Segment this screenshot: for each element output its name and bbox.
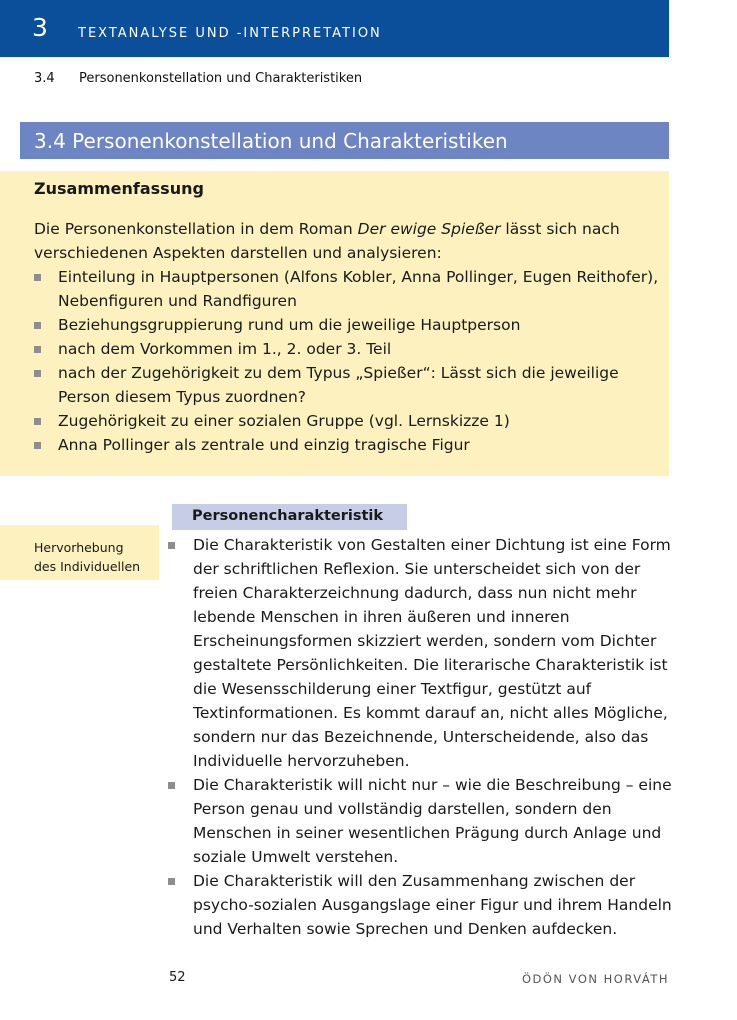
list-item bbox=[34, 337, 659, 361]
margin-note-line-2: des Individuellen bbox=[34, 559, 141, 574]
margin-note bbox=[0, 525, 159, 580]
list-item bbox=[168, 533, 673, 773]
margin-note-line-1: Hervorhebung bbox=[34, 540, 124, 555]
margin-note-text bbox=[34, 538, 140, 576]
chapter-header-bar bbox=[0, 0, 669, 57]
list-item bbox=[34, 361, 659, 409]
personencharakteristik-tag bbox=[172, 504, 407, 530]
list-item-text: Zugehörigkeit zu einer sozialen Gruppe (vgl. Lernskizze 1) bbox=[58, 412, 510, 430]
running-section-header bbox=[34, 71, 362, 86]
section-banner bbox=[20, 122, 669, 159]
square-bullet-icon bbox=[34, 442, 41, 449]
square-bullet-icon bbox=[168, 542, 175, 549]
summary-list bbox=[34, 265, 659, 457]
chapter-title: TEXTANALYSE UND -INTERPRETATION bbox=[78, 26, 382, 41]
square-bullet-icon bbox=[168, 782, 175, 789]
square-bullet-icon bbox=[168, 878, 175, 885]
list-item-text: Beziehungsgruppierung rund um die jeweilige Hauptperson bbox=[58, 316, 521, 334]
chapter-number: 3 bbox=[32, 13, 48, 42]
square-bullet-icon bbox=[34, 322, 41, 329]
square-bullet-icon bbox=[34, 274, 41, 281]
section-number: 3.4 bbox=[34, 71, 55, 86]
summary-intro-text-end: lässt sich nach verschiedenen Aspekten darstellen und analysieren: bbox=[34, 220, 620, 262]
author-name: ÖDÖN VON HORVÁTH bbox=[521, 972, 669, 986]
section-banner-title: 3.4 Personenkonstellation und Charakteristiken bbox=[34, 129, 508, 153]
summary-box bbox=[0, 171, 669, 476]
tag-label: Personencharakteristik bbox=[192, 508, 384, 524]
list-item bbox=[34, 313, 659, 337]
list-item-text: Die Charakteristik will nicht nur – wie die Beschreibung – eine Person genau und vollständig darstellen, sondern den Menschen in seiner wesentlichen Prägung durch Anlage und soziale Umwelt verstehen. bbox=[193, 776, 672, 866]
list-item bbox=[168, 773, 673, 869]
summary-intro bbox=[34, 217, 654, 265]
list-item bbox=[168, 869, 673, 941]
list-item-text: nach dem Vorkommen im 1., 2. oder 3. Teil bbox=[58, 340, 392, 358]
novel-title: Der ewige Spießer bbox=[357, 220, 501, 238]
page-number: 52 bbox=[169, 970, 186, 985]
list-item-text: Die Charakteristik will den Zusammenhang zwischen der psycho-sozialen Ausgangslage einer Figur und ihrem Handeln und Verhalten sowie Sprechen und Denken aufdecken. bbox=[193, 872, 672, 938]
list-item-text: Die Charakteristik von Gestalten einer Dichtung ist eine Form der schriftlichen Reflexion. Sie unterscheidet sich von der freien Charakterzeichnung dadurch, dass nun nicht mehr lebende Menschen in ihren äußeren und inneren Erscheinungsformen skizziert werden, sondern vom Dichter gestaltete Persönlichkeiten. Die literarische Charakteristik ist die Wesensschilderung einer Textfigur, gestützt auf Textinformationen. Es kommt darauf an, nicht alles Mögliche, sondern nur das Bezeichnende, Unterscheidende, also das Individuelle hervorzuheben. bbox=[193, 536, 671, 770]
list-item bbox=[34, 265, 659, 313]
square-bullet-icon bbox=[34, 418, 41, 425]
square-bullet-icon bbox=[34, 346, 41, 353]
list-item-text: Einteilung in Hauptpersonen (Alfons Kobler, Anna Pollinger, Eugen Reithofer), Nebenfiguren und Randfiguren bbox=[58, 268, 659, 310]
list-item-text: nach der Zugehörigkeit zu dem Typus „Spießer“: Lässt sich die jeweilige Person diesem Typus zuordnen? bbox=[58, 364, 619, 406]
summary-heading: Zusammenfassung bbox=[34, 179, 204, 198]
summary-intro-text: Die Personenkonstellation in dem Roman bbox=[34, 220, 358, 238]
characteristics-list bbox=[168, 533, 673, 941]
list-item bbox=[34, 433, 659, 457]
list-item-text: Anna Pollinger als zentrale und einzig tragische Figur bbox=[58, 436, 470, 454]
square-bullet-icon bbox=[34, 370, 41, 377]
section-title: Personenkonstellation und Charakteristiken bbox=[79, 71, 363, 86]
list-item bbox=[34, 409, 659, 433]
